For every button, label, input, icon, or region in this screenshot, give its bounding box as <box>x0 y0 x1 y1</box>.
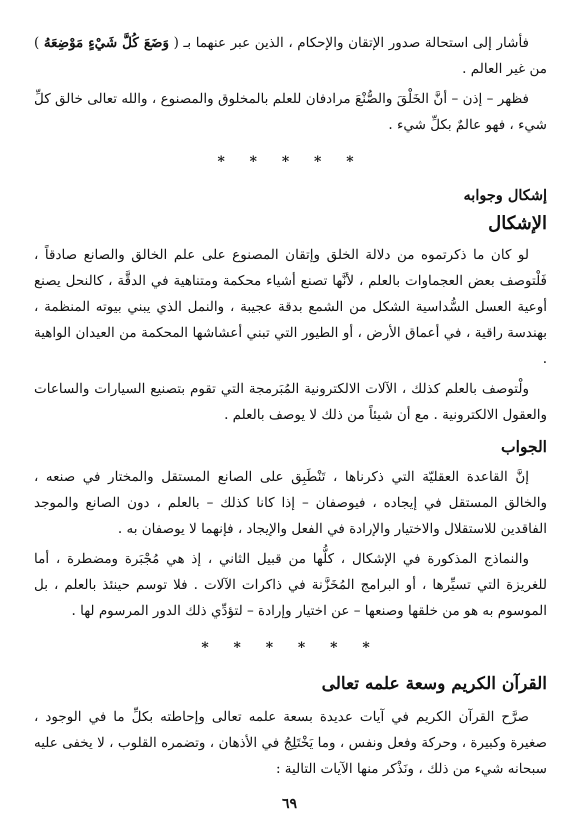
paragraph-answer-2: والنماذج المذكورة في الإشكال ، كلُّها من قبيل الثاني ، إذ هي مُجْبَرة ومضطرة ، أما للغريزة التي تسيِّرها ، أو البرامج المُخَزَّنة في ذاكرات الآلات . فلا توسم حينئذ بالعلم ، بل الموسوم به هو من خلقها وصنعها – عن اختيار وإرادة – لتؤدِّي ذلك الدور المرسوم لها . <box>34 551 547 619</box>
separator-stars-2: * * * * * * <box>201 640 380 656</box>
heading-answer: الجواب <box>501 437 547 456</box>
paragraph-intro-text-b: ) من غير العالم . <box>34 35 547 77</box>
paragraph-objection-2: ولْتوصف بالعلم كذلك ، الآلات الالكترونية المُبَرمجة التي تقوم بتصنيع السيارات والساعات والعقول الالكترونية . مع أن شيئاً من ذلك لا يوصف بالعلم . <box>34 381 547 423</box>
heading-objection-and-answer: إشكال وجوابه <box>463 187 547 204</box>
separator-stars: * * * * * <box>217 154 364 170</box>
paragraph-conclusion: فظهر – إذن – أنَّ الخَلْقَ والصُّنْعَ مرادفان للعلم بالمخلوق والمصنوع ، والله تعالى خالق كلِّ شيء ، فهو عالمٌ بكلِّ شيء . <box>34 91 547 133</box>
quoted-phrase: وَضَعَ كُلَّ شَيْءٍ مَوْضِعَهُ <box>43 35 169 51</box>
heading-quran-knowledge: القرآن الكريم وسعة علمه تعالى <box>321 674 547 694</box>
paragraph-intro <box>34 30 547 82</box>
page-number: ٦٩ <box>281 796 298 812</box>
paragraph-quran-1: صرَّح القرآن الكريم في آيات عديدة بسعة علمه تعالى وإحاطته بكلِّ ما في الوجود ، صغيرة وكبيرة ، وحركة وفعل ونفس ، وما يَخْتَلِجُ في الأذهان ، وتضمره القلوب ، لا يخفى عليه سبحانه شيء من ذلك ، ونَذْكر منها الآيات التالية : <box>34 709 547 777</box>
paragraph-intro-text-a: فأشار إلى استحالة صدور الإتقان والإحكام ، الذين عبر عنهما بـ ( <box>169 35 530 51</box>
paragraph-objection-1: لو كان ما ذكرتموه من دلالة الخلق وإتقان المصنوع على علم الخالق والصانع صادقاً ، فَلْتوصف بعض العجماوات بالعلم ، لأنَّها تصنع أشياء محكمة ومتناهية في الدقَّة ، كالنحل يصنع أوعية العسل السُّداسية الشكل من الشمع بدقة عجيبة ، والنمل الذي يبني بيوته المنظمة ، بهندسة راقية ، في أعماق الأرض ، أو الطيور التي تبني أعشاشها المحكمة من العيدان الواهية . <box>34 247 547 367</box>
heading-objection: الإشكال <box>488 213 547 234</box>
paragraph-answer-1: إنَّ القاعدة العقليّة التي ذكرناها ، تَنْطَبِق على الصانع المستقل والمختار في صنعه ، والخالق المستقل في إيجاده ، فيوصفان – إذا كانا كذلك – بالعلم ، دون الصانع والموجد الفاقدين للاستقلال والاختيار والإرادة في الفعل والإيجاد ، فإنهما لا يوصفان به . <box>34 469 547 537</box>
